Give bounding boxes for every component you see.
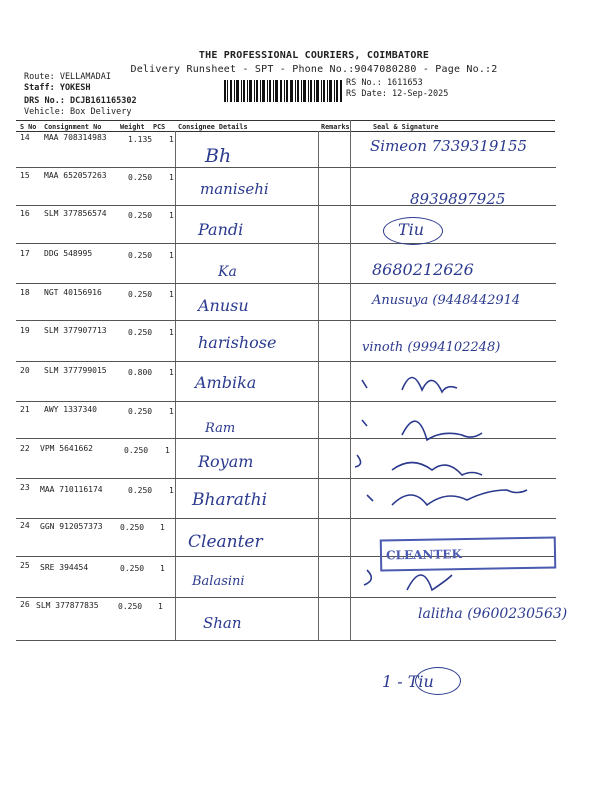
row-sno: 19 — [20, 326, 30, 335]
footer-handwriting: 1 - Tiu — [382, 672, 434, 691]
company-stamp: CLEANTEK — [380, 536, 557, 571]
col-divider — [175, 131, 176, 640]
company-title: THE PROFESSIONAL COURIERS, COIMBATORE — [198, 50, 430, 61]
row-pcs: 1 — [169, 368, 174, 377]
row-sno: 14 — [20, 133, 30, 142]
row-sno: 15 — [20, 171, 30, 180]
consignee-handwriting: Bharathi — [192, 490, 268, 510]
row-divider — [16, 640, 556, 641]
rs-number: RS No.: 1611653 — [346, 78, 423, 88]
row-consignment: MAA 708314983 — [44, 133, 107, 142]
barcode-image — [224, 80, 342, 102]
consignee-handwriting: Ram — [205, 421, 236, 436]
signature-handwriting: Anusuya (9448442914 — [372, 293, 521, 308]
consignee-handwriting: Ambika — [195, 373, 257, 392]
signature-handwriting: lalitha (9600230563) — [418, 606, 568, 622]
col-divider — [318, 131, 319, 640]
row-divider — [16, 243, 556, 244]
consignee-handwriting: Ka — [218, 264, 237, 280]
signature-handwriting: Tiu — [398, 220, 425, 239]
row-weight: 0.800 — [128, 368, 153, 377]
row-sno: 26 — [20, 600, 30, 609]
consignee-handwriting: Shan — [203, 614, 242, 632]
row-weight: 0.250 — [128, 407, 153, 416]
drs-number: DRS No.: DCJB161165302 — [24, 96, 137, 106]
col-header-remarks: Remarks — [321, 123, 350, 131]
col-header-pcs: PCS — [153, 123, 166, 131]
signature-handwriting: vinoth (9994102248) — [362, 340, 501, 355]
row-pcs: 1 — [169, 251, 174, 260]
row-sno: 24 — [20, 521, 30, 530]
consignee-handwriting: Balasini — [192, 574, 245, 589]
row-pcs: 1 — [169, 135, 174, 144]
signature-handwriting: Simeon 7339319155 — [370, 137, 528, 155]
col-header-seal: Seal & Signature — [373, 123, 439, 131]
row-pcs: 1 — [169, 173, 174, 182]
row-weight: 0.250 — [128, 328, 153, 337]
row-pcs: 1 — [160, 523, 165, 532]
header-top-rule — [16, 120, 555, 121]
row-divider — [16, 283, 556, 284]
row-weight: 0.250 — [128, 173, 153, 182]
col-divider — [350, 120, 351, 640]
header-bottom-rule — [16, 131, 555, 132]
row-consignment: SRE 394454 — [40, 563, 89, 572]
row-divider — [16, 167, 556, 168]
row-consignment: VPM 5641662 — [40, 444, 93, 453]
row-consignment: NGT 40156916 — [44, 288, 102, 297]
row-pcs: 1 — [169, 211, 174, 220]
row-sno: 17 — [20, 249, 30, 258]
row-pcs: 1 — [165, 446, 170, 455]
scribble-signatures — [352, 360, 562, 610]
signature-handwriting: 8680212626 — [372, 260, 474, 279]
row-consignment: MAA 710116174 — [40, 485, 103, 494]
row-consignment: SLM 377856574 — [44, 209, 107, 218]
row-consignment: DDG 548995 — [44, 249, 93, 258]
row-pcs: 1 — [158, 602, 163, 611]
row-pcs: 1 — [160, 564, 165, 573]
row-sno: 20 — [20, 366, 30, 375]
row-consignment: GGN 912057373 — [40, 522, 103, 531]
row-weight: 0.250 — [118, 602, 143, 611]
row-consignment: SLM 377799015 — [44, 366, 107, 375]
consignee-handwriting: Bh — [205, 145, 232, 167]
row-sno: 16 — [20, 209, 30, 218]
consignee-handwriting: Pandi — [198, 220, 244, 239]
row-weight: 0.250 — [128, 486, 153, 495]
row-weight: 0.250 — [128, 211, 153, 220]
consignee-handwriting: Royam — [198, 452, 254, 471]
row-weight: 0.250 — [128, 290, 153, 299]
row-pcs: 1 — [169, 486, 174, 495]
vehicle-label: Vehicle: Box Delivery — [24, 107, 132, 117]
row-weight: 1.135 — [128, 135, 153, 144]
row-sno: 23 — [20, 483, 30, 492]
row-pcs: 1 — [169, 407, 174, 416]
row-sno: 18 — [20, 288, 30, 297]
consignee-handwriting: harishose — [198, 333, 277, 352]
row-consignment: AWY 1337340 — [44, 405, 97, 414]
runsheet-subtitle: Delivery Runsheet - SPT - Phone No.:9047080280 - Page No.:2 — [130, 64, 498, 75]
row-weight: 0.250 — [120, 564, 145, 573]
consignee-handwriting: manisehi — [200, 180, 269, 198]
row-pcs: 1 — [169, 328, 174, 337]
rs-date: RS Date: 12-Sep-2025 — [346, 89, 449, 99]
col-header-consignment: Consignment No — [44, 123, 102, 131]
row-sno: 21 — [20, 405, 30, 414]
staff-label: Staff: YOKESH — [24, 83, 91, 93]
row-sno: 22 — [20, 444, 30, 453]
row-weight: 0.250 — [128, 251, 153, 260]
col-header-weight: Weight — [120, 123, 145, 131]
col-header-sno: S No — [20, 123, 37, 131]
route-label: Route: VELLAMADAI — [24, 72, 111, 82]
row-weight: 0.250 — [124, 446, 149, 455]
row-sno: 25 — [20, 561, 30, 570]
consignee-handwriting: Cleanter — [188, 532, 263, 552]
row-divider — [16, 320, 556, 321]
row-pcs: 1 — [169, 290, 174, 299]
row-weight: 0.250 — [120, 523, 145, 532]
row-consignment: SLM 377907713 — [44, 326, 107, 335]
signature-handwriting: 8939897925 — [410, 190, 506, 208]
row-consignment: MAA 652057263 — [44, 171, 107, 180]
row-consignment: SLM 377877835 — [36, 601, 99, 610]
col-header-consignee: Consignee Details — [178, 123, 248, 131]
consignee-handwriting: Anusu — [198, 296, 249, 315]
